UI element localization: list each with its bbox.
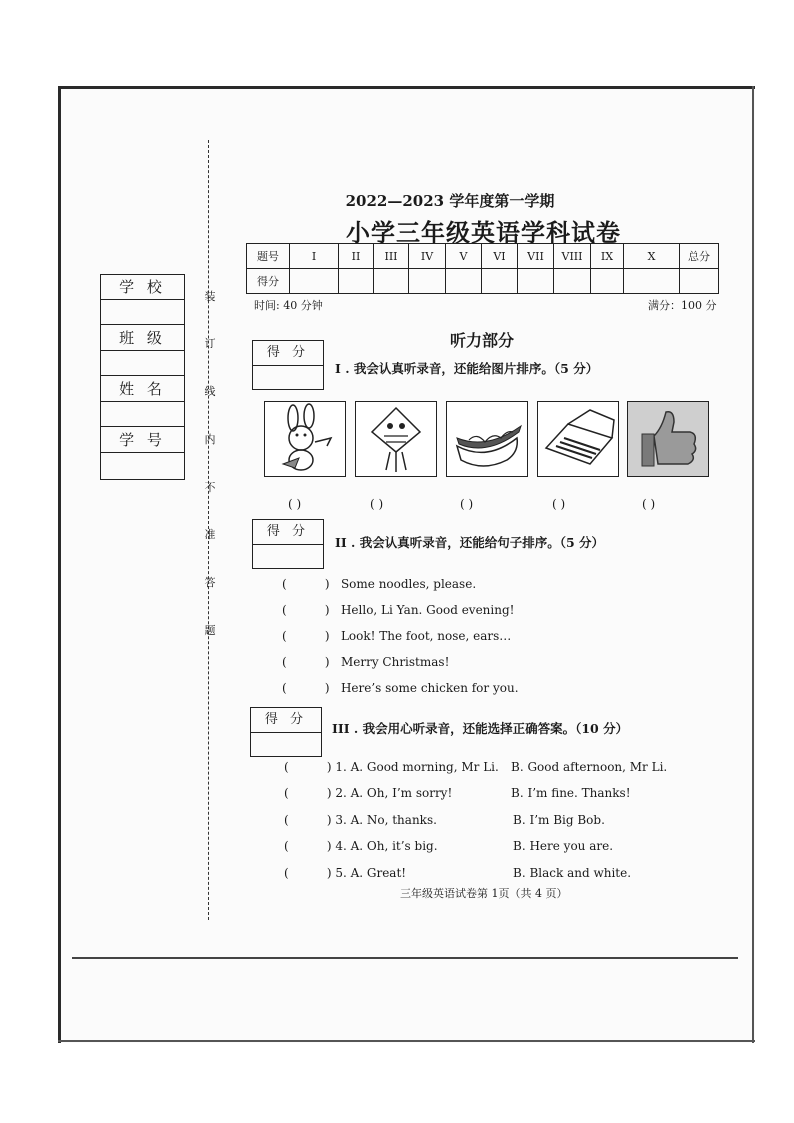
score-box-section-1 (252, 340, 324, 390)
score-cell[interactable] (591, 269, 624, 294)
score-box-section-2 (252, 519, 324, 569)
score-table-header-cell: III (374, 244, 409, 269)
binding-char: 线 (204, 385, 216, 398)
year-title: 2022—2023 学年度第一学期 (345, 192, 555, 210)
student-id-field[interactable] (101, 453, 184, 478)
section-1-title: I . 我会认真听录音，还能给图片排序。（5 分） (335, 361, 599, 376)
score-cell[interactable] (554, 269, 591, 294)
score-cell[interactable] (446, 269, 482, 294)
hotdog-icon (447, 402, 527, 476)
choice-option-b: B. I’m Big Bob. (513, 813, 605, 827)
pencil-box-icon (538, 402, 618, 476)
class-label: 班 级 (101, 326, 184, 351)
score-table-header-cell: VII (518, 244, 554, 269)
score-cell[interactable] (339, 269, 374, 294)
page-divider (72, 957, 738, 959)
page-title: 小学三年级英语学科试卷 (346, 218, 621, 247)
thumbs-up-picture (627, 401, 709, 477)
sentence-item: ( ) Hello, Li Yan. Good evening! (282, 603, 515, 617)
binding-char: 答 (204, 576, 216, 589)
choice-option-a: ( ) 2. A. Oh, I’m sorry! (284, 786, 453, 800)
score-box-label: 得 分 (253, 520, 323, 545)
score-cell[interactable] (624, 269, 680, 294)
score-table-header-cell: II (339, 244, 374, 269)
score-table-header-cell: VIII (554, 244, 591, 269)
section-3-title: III . 我会用心听录音，还能选择正确答案。（10 分） (332, 721, 629, 736)
sentence-item: ( ) Look! The foot, nose, ears… (282, 629, 512, 643)
score-table-header-row (247, 244, 719, 269)
answer-blank[interactable]: ( ) (460, 497, 474, 511)
score-table-header-cell: IX (591, 244, 624, 269)
answer-blank[interactable]: ( ) (642, 497, 656, 511)
name-field[interactable] (101, 402, 184, 427)
score-table (246, 243, 719, 294)
score-table-header-cell: V (446, 244, 482, 269)
binding-char: 准 (204, 528, 216, 541)
answer-blank[interactable]: ( ) (288, 497, 302, 511)
score-cell[interactable] (680, 269, 719, 294)
full-marks: 满分：100 分 (648, 299, 717, 312)
choice-option-b: B. Here you are. (513, 839, 614, 853)
rabbit-picture (264, 401, 346, 477)
binding-char: 题 (204, 624, 216, 637)
choice-option-b: B. Black and white. (513, 866, 632, 880)
choice-option-b: B. I’m fine. Thanks! (511, 786, 631, 800)
binding-char: 订 (204, 337, 216, 350)
score-table-header-cell: 题号 (247, 244, 290, 269)
score-table-score-row (247, 269, 719, 294)
student-info-box (100, 274, 185, 480)
score-table-header-cell: I (290, 244, 339, 269)
class-field[interactable] (101, 351, 184, 376)
score-cell[interactable] (409, 269, 446, 294)
listening-part-title: 听力部分 (450, 331, 515, 350)
binding-char: 装 (204, 290, 216, 303)
answer-blank[interactable]: ( ) (370, 497, 384, 511)
score-box-label: 得 分 (253, 341, 323, 366)
paper-edge-bottom (58, 1040, 755, 1042)
score-table-header-cell: VI (482, 244, 518, 269)
paper-edge-top (58, 86, 755, 89)
choice-option-b: B. Good afternoon, Mr Li. (511, 760, 668, 774)
score-row-label: 得分 (247, 269, 290, 294)
school-field[interactable] (101, 300, 184, 325)
binding-char: 内 (204, 433, 216, 446)
score-cell[interactable] (482, 269, 518, 294)
score-box-label: 得 分 (251, 708, 321, 733)
score-table-header-cell: 总分 (680, 244, 719, 269)
exam-time: 时间: 40 分钟 (254, 299, 323, 312)
student-id-label: 学 号 (101, 428, 184, 453)
kite-icon (356, 402, 436, 476)
choice-option-a: ( ) 4. A. Oh, it’s big. (284, 839, 438, 853)
rabbit-icon (265, 402, 345, 476)
choice-option-a: ( ) 1. A. Good morning, Mr Li. (284, 760, 499, 774)
school-label: 学 校 (101, 275, 184, 300)
page-footer: 三年级英语试卷第 1页（共 4 页） (400, 887, 568, 900)
kite-picture (355, 401, 437, 477)
score-cell[interactable] (374, 269, 409, 294)
paper-edge-right (752, 86, 754, 1043)
paper-edge-left (58, 86, 61, 1043)
sentence-item: ( ) Here’s some chicken for you. (282, 681, 519, 695)
sentence-item: ( ) Merry Christmas! (282, 655, 450, 669)
score-table-header-cell: X (624, 244, 680, 269)
score-table-header-cell: IV (409, 244, 446, 269)
thumbs-up-icon (628, 402, 708, 476)
binding-char: 不 (204, 481, 216, 494)
score-cell[interactable] (290, 269, 339, 294)
answer-blank[interactable]: ( ) (552, 497, 566, 511)
choice-option-a: ( ) 3. A. No, thanks. (284, 813, 437, 827)
pencil-box-picture (537, 401, 619, 477)
hotdog-picture (446, 401, 528, 477)
score-box-section-3 (250, 707, 322, 757)
sentence-item: ( ) Some noodles, please. (282, 577, 477, 591)
choice-option-a: ( ) 5. A. Great! (284, 866, 407, 880)
name-label: 姓 名 (101, 377, 184, 402)
score-cell[interactable] (518, 269, 554, 294)
section-2-title: II . 我会认真听录音，还能给句子排序。（5 分） (335, 535, 605, 550)
